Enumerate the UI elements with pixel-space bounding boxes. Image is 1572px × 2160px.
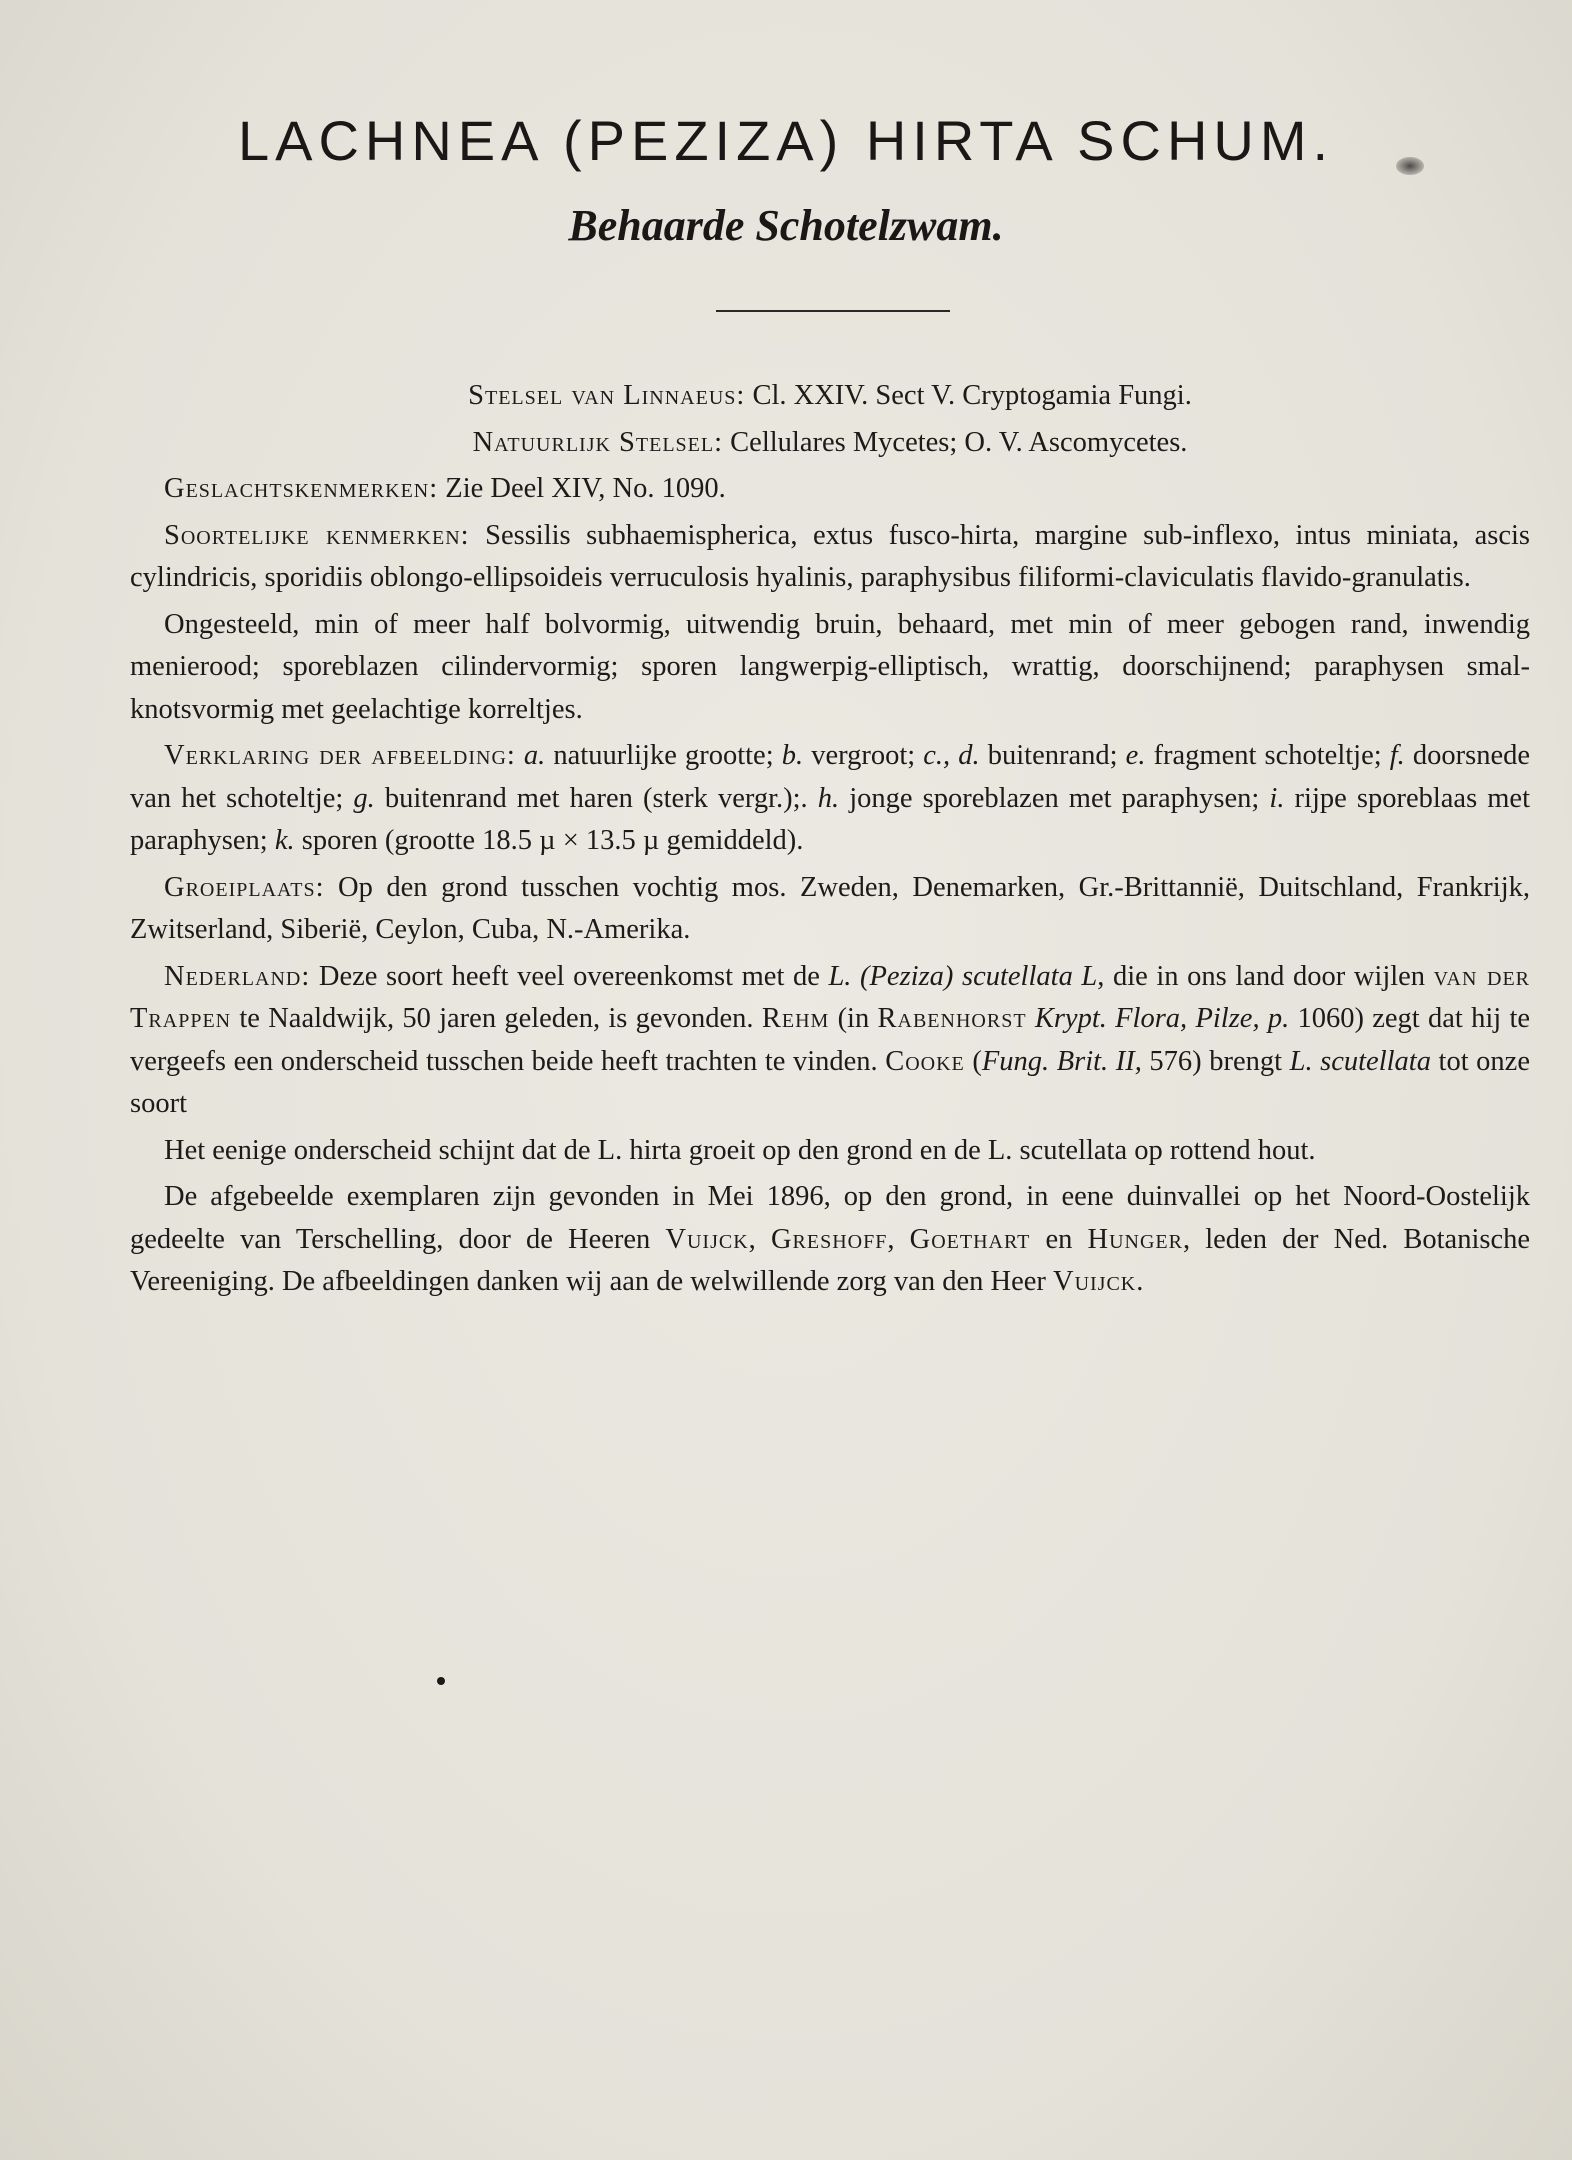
- nederland-paragraph: [130, 956, 1530, 1126]
- figure-text: buitenrand;: [979, 740, 1126, 771]
- figure-text: sporen (grootte 18.5 µ × 13.5 µ gemiddeld).: [294, 825, 804, 856]
- person-name: Vuijck: [665, 1223, 749, 1255]
- section-text: Op den grond tusschen vochtig mos. Zweden, Denemarken, Gr.-Brittannië, Duitschland, Frankrijk, Zwitserland, Siberië, Ceylon, Cuba, N.-Amerika.: [130, 871, 1530, 945]
- text-run: tot onze soort: [130, 1045, 1530, 1119]
- geslachtskenmerken-paragraph: [130, 468, 1530, 511]
- figure-text: rijpe sporeblaas met paraphysen;: [130, 782, 1530, 856]
- person-name: Hunger: [1087, 1223, 1183, 1255]
- ink-smudge: [1396, 157, 1424, 175]
- section-label: Stelsel van Linnaeus:: [468, 380, 746, 411]
- figure-text: natuurlijke grootte;: [545, 740, 782, 771]
- text-run: De afgebeelde exemplaren zijn gevonden in Mei 1896, op den grond, in eene duinvallei op het Noord-Oostelijk gedeelte van Terschelling, door de Heeren: [130, 1181, 1530, 1255]
- person-name: Rabenhorst: [877, 1003, 1027, 1034]
- text-run: (in: [829, 1003, 878, 1034]
- person-name: Greshoff: [770, 1223, 888, 1255]
- figure-text: fragment schoteltje;: [1145, 740, 1390, 771]
- section-text: Cl. XXIV. Sect V. Cryptogamia Fungi.: [745, 380, 1192, 411]
- text-run: Deze soort heeft veel overeenkomst met de: [310, 960, 829, 992]
- section-text: Zie Deel XIV, No. 1090.: [438, 473, 726, 504]
- person-name: Rehm: [761, 1003, 830, 1034]
- verklaring-paragraph: [130, 735, 1530, 863]
- soortelijke-kenmerken-paragraph: [130, 515, 1530, 600]
- text-run: .: [1136, 1266, 1144, 1297]
- figure-key: i.: [1269, 782, 1285, 814]
- groeiplaats-paragraph: [130, 867, 1530, 952]
- document-body: [130, 375, 1530, 1308]
- italic-run: Fung. Brit. II,: [981, 1045, 1142, 1077]
- text-run: 576) brengt: [1141, 1045, 1290, 1077]
- ink-dot: [437, 1677, 445, 1685]
- figure-key: h.: [817, 782, 840, 814]
- figure-key: f.: [1389, 740, 1405, 771]
- afgebeeld-paragraph: [130, 1176, 1530, 1304]
- figure-key: k.: [274, 825, 295, 856]
- text-run: (: [964, 1045, 982, 1077]
- section-text: Sessilis subhaemispherica, extus fusco-hirta, margine sub-inflexo, intus miniata, ascis cylindricis, sporidiis oblongo-ellipsoideis verruculosis hyalinis, paraphysibus filiformi-claviculatis flavido-granulatis.: [130, 519, 1530, 593]
- text-run: , leden der Ned. Botanische Vereeniging. De afbeeldingen danken wij aan de welwillende zorg van den Heer: [130, 1223, 1531, 1297]
- page-subtitle: Behaarde Schotelzwam.: [568, 201, 1004, 250]
- text-run: ,: [887, 1223, 910, 1255]
- text-run: ,: [748, 1223, 771, 1255]
- figure-key: e.: [1125, 740, 1146, 771]
- page-title: LACHNEA (PEZIZA) HIRTA SCHUM.: [237, 109, 1335, 172]
- italic-run: L. (Peziza) scutellata L: [828, 960, 1098, 992]
- italic-run: L. scutellata: [1289, 1045, 1431, 1077]
- section-label: Natuurlijk Stelsel:: [472, 426, 724, 458]
- figure-text: jonge sporeblazen met paraphysen;: [839, 782, 1270, 814]
- title-divider: [716, 310, 950, 312]
- natuurlijk-stelsel-line: [130, 422, 1530, 465]
- person-name: Vuijck: [1052, 1266, 1137, 1297]
- person-name: Cooke: [885, 1045, 965, 1077]
- text-run: , die in ons land door wijlen: [1097, 960, 1434, 992]
- stelsel-linnaeus-line: [130, 375, 1530, 418]
- text-run: te Naaldwijk, 50 jaren geleden, is gevonden.: [231, 1003, 762, 1034]
- description-paragraph: Ongesteeld, min of meer half bolvormig, uitwendig bruin, behaard, met min of meer gebogen rand, inwendig menierood; sporeblazen cilindervormig; sporen langwerpig-elliptisch, wrattig, doorschijnend; paraphysen smal-knotsvormig met geelachtige korreltjes.: [130, 608, 1530, 725]
- text-run: [1027, 1003, 1035, 1034]
- person-name: van der Trappen: [130, 960, 1530, 1034]
- figure-text: doorsnede van het schoteltje;: [130, 740, 1531, 814]
- text-run: 1060) zegt dat hij te vergeefs een onderscheid tusschen beide heeft trachten te vinden.: [130, 1003, 1531, 1077]
- section-text: Cellulares Mycetes; O. V. Ascomycetes.: [723, 426, 1188, 458]
- figure-key: a.: [523, 740, 546, 771]
- section-label: Verklaring der afbeelding:: [164, 740, 516, 771]
- figure-key: b.: [781, 740, 804, 771]
- figure-text: buitenrand met haren (sterk vergr.);.: [374, 782, 818, 814]
- section-label: Soortelijke kenmerken:: [164, 519, 470, 551]
- figure-text: vergroot;: [803, 740, 924, 771]
- onderscheid-paragraph: Het eenige onderscheid schijnt dat de L. hirta groeit op den grond en de L. scutellata op rottend hout.: [164, 1134, 1316, 1166]
- section-label: Geslachtskenmerken:: [164, 473, 439, 504]
- section-label: Groeiplaats:: [164, 871, 325, 903]
- person-name: Goethart: [909, 1223, 1031, 1255]
- text-run: en: [1030, 1223, 1088, 1255]
- figure-key: g.: [353, 782, 375, 814]
- italic-run: Krypt. Flora, Pilze, p.: [1034, 1003, 1290, 1034]
- section-label: Nederland:: [164, 960, 311, 992]
- figure-key: c., d.: [923, 740, 980, 771]
